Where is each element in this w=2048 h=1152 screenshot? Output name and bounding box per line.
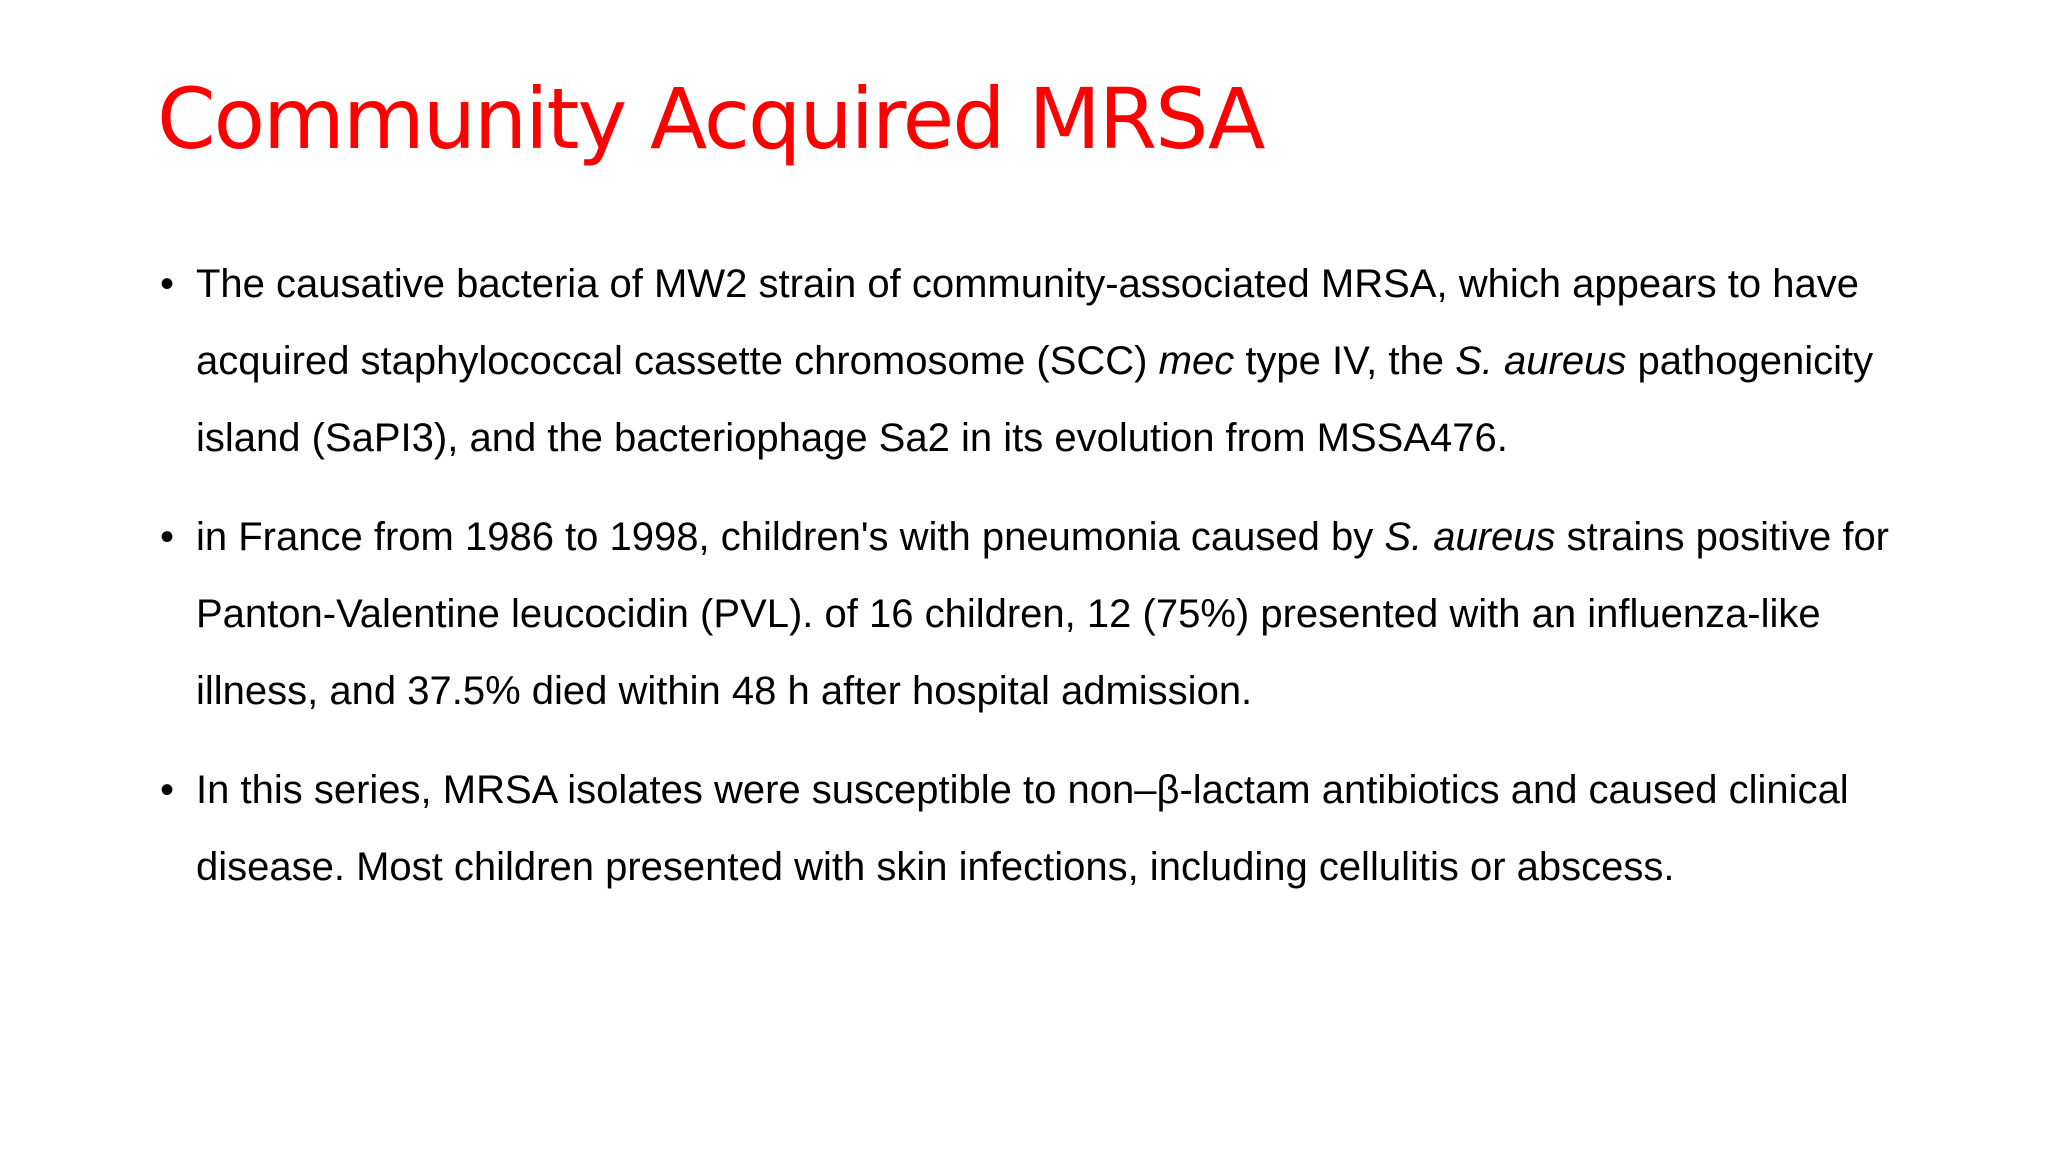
italic-term-s-aureus: S. aureus [1384, 515, 1556, 559]
bullet-text [196, 768, 1849, 889]
bullet-list [150, 246, 1910, 928]
bullet-item-2 [150, 499, 1910, 730]
slide-title: Community Acquired MRSA [157, 70, 1264, 168]
bullet-text [196, 262, 1873, 460]
text-run: type IV, the [1234, 339, 1456, 383]
bullet-marker: • [160, 515, 175, 559]
text-run: In this series, MRSA isolates were susceptible to non–β-lactam antibiotics and caused clinical disease. Most children presented with skin infections, including cellulitis or abscess. [196, 768, 1849, 889]
text-run: strains positive for Panton-Valentine leucocidin (PVL). of 16 children, 12 (75%) presented with an influenza-like illness, and 37.5% died within 48 h after hospital admission. [196, 515, 1890, 713]
bullet-marker: • [160, 262, 175, 306]
italic-term-mec: mec [1158, 339, 1235, 383]
italic-term-s-aureus: S. aureus [1455, 339, 1627, 383]
bullet-marker: • [160, 768, 175, 812]
bullet-item-1 [150, 246, 1910, 477]
bullet-text [196, 515, 1889, 713]
bullet-item-3 [150, 752, 1910, 906]
text-run: The causative bacteria of MW2 strain of community-associated MRSA, which appears to have acquired staphylococcal cassette chromosome (SCC) [196, 262, 1859, 383]
text-run: in France from 1986 to 1998, children's with pneumonia caused by [196, 515, 1385, 559]
text-run: pathogenicity island (SaPI3), and the bacteriophage Sa2 in its evolution from MSSA476. [196, 339, 1874, 460]
